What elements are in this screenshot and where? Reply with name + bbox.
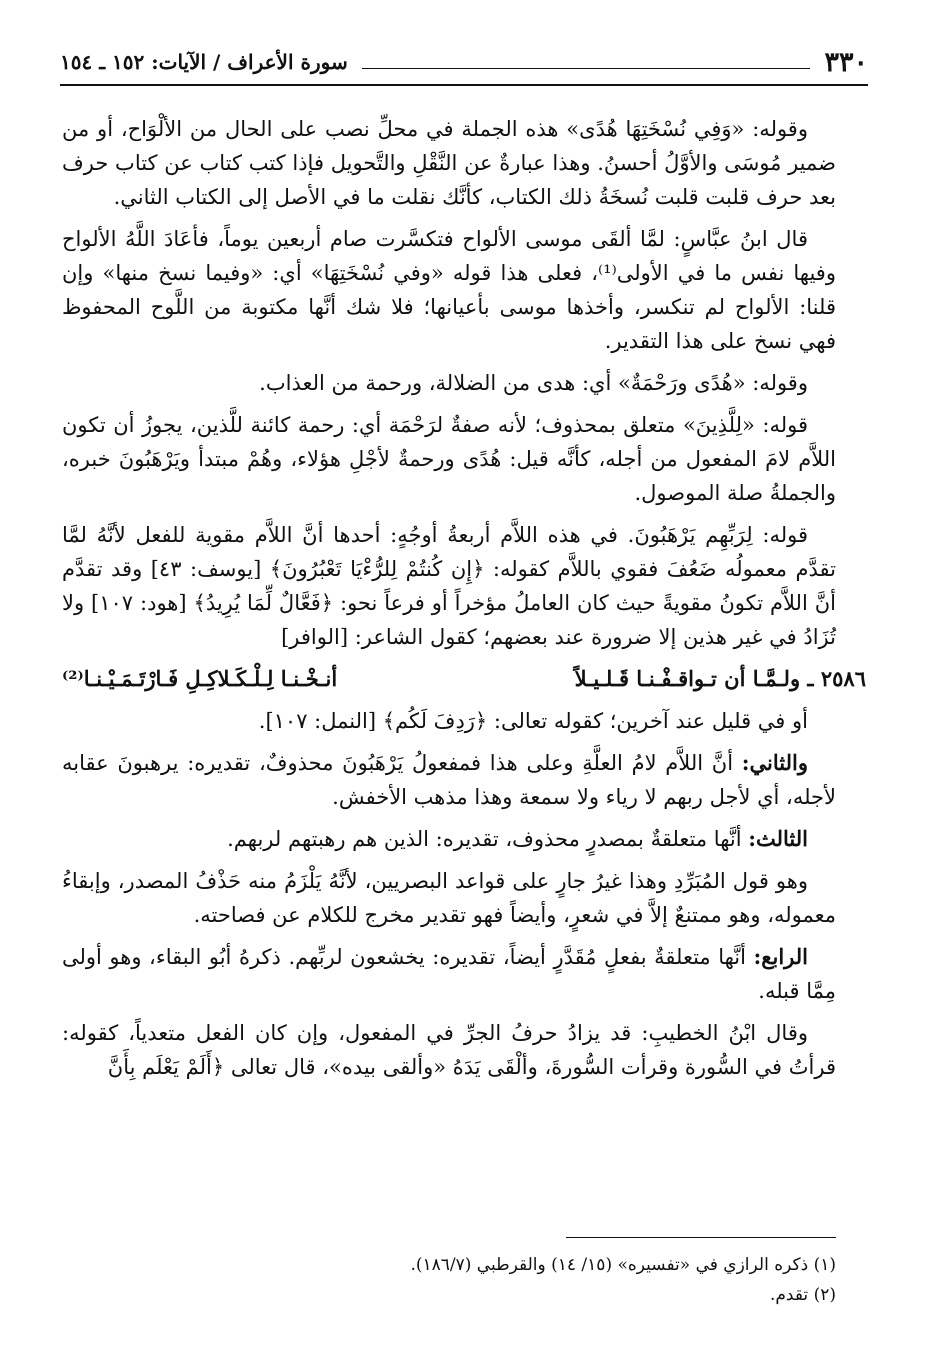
paragraph: قال ابنُ عبَّاسٍ: لمَّا ألقَى موسى الألواح فتكسَّرت صام أربعين يوماً، فأعَادَ اللَّهُ الألواح وفيها نفس ما في الأولى⁽¹⁾، فعلى هذا قوله «وفي نُسْخَتِهَا» أي: «وفيما نسخ منها» وإن قلنا: الألواح لم تنكسر، وأخذها موسى بأعيانها؛ فلا شك أنَّها مكتوبة من اللَّوح المحفوظ فهي نسخ على هذا التقدير.	[62, 227, 836, 353]
footnote: (١) ذكره الرازي في «تفسيره» (١٥/ ١٤) والقرطبي (١٨٦/٧).	[410, 1255, 836, 1275]
paragraph: وقال ابْنُ الخطيبِ: قد يزادُ حرفُ الجرِّ في المفعول، وإن كان الفعل متعدياً، كقوله: قرأتُ في السُّورة وقرأت السُّورةَ، وألْقَى يَدَهُ «وألقى بيده»، قال تعالى ﴿أَلَمْ يَعْلَم بِأَنَّ	[62, 1021, 836, 1079]
third-view-text: أنَّها متعلقةٌ بمصدرٍ محذوف، تقديره: الذين هم رهبتهم لربهم.	[227, 827, 742, 851]
running-title: سورة الأعراف / الآيات: ١٥٢ ـ ١٥٤	[60, 50, 348, 74]
paragraph: قوله: لِرَبِّهِم يَرْهَبُونَ. في هذه اللاَّم أربعةُ أوجُهٍ: أحدها أنَّ اللاَّم مقوية للفعل لأنَّهُ لمَّا تقدَّم معمولُه ضَعُفَ فقوي باللاَّم كقوله: ﴿إِن كُنتُمْ لِلرُّءْيَا تَعْبُرُونَ﴾ [يوسف: ٤٣] وقد تقدَّم أنَّ اللاَّم تكونُ مقويةً حيث كان العاملُ مؤخراً أو فرعاً نحو: ﴿فَعَّالٌ لِّمَا يُرِيدُ﴾ [هود: ١٠٧] ولا تُزَادُ في غير هذين إلا ضرورة عند بعضهم؛ كقول الشاعر: [الوافر]	[62, 523, 836, 649]
footnote-rule	[566, 1237, 836, 1238]
page-header	[60, 40, 868, 86]
poem-first-hemistich: ٢٥٨٦ ـ ولـمَّـا أن تـواقـفْـنـا قَـلـيـلاً	[574, 666, 866, 691]
poem-verse	[62, 662, 866, 696]
page-number: ٣٣٠	[824, 46, 868, 78]
paragraph-third-view	[62, 822, 836, 856]
footnotes	[62, 1250, 836, 1310]
second-view-text: أنَّ اللاَّم لامُ العلَّةِ وعلى هذا فمفعولُ يَرْهَبُونَ محذوفٌ، تقديره: يرهبونَ عقابه لأجله، أي لأجل ربهم لا رياء ولا سمعة وهذا مذهب الأخفش.	[62, 751, 836, 809]
paragraph-second-view	[62, 746, 836, 814]
fourth-view-lead: الرابع:	[753, 944, 808, 969]
second-view-lead: والثاني:	[741, 750, 808, 775]
third-view-lead: الثالث:	[748, 826, 808, 851]
footnote: (٢) تقدم.	[769, 1285, 836, 1305]
paragraph: قوله: «لِلَّذِينَ» متعلق بمحذوف؛ لأنه صفةٌ لرَحْمَة أي: رحمة كائنة للَّذين، يجوزُ أن تكون اللاَّم لامَ المفعول من أجله، كأنَّه قيل: هُدًى ورحمةٌ لأجْلِ هؤلاء، وهُمْ مبتدأ ويَرْهَبُونَ خبره، والجملةُ صلة الموصول.	[62, 413, 836, 505]
paragraph: وقوله: «وَفِي نُسْخَتِهَا هُدًى» هذه الجملة في محلِّ نصب على الحال من الألْوَاح، أو من ضمير مُوسَى والأوَّلُ أحسنُ. وهذا عبارةٌ عن النَّقْلِ والتَّحويل فإذا كتب كتاب عن كتاب حرف بعد حرف قلبت قلبت نُسخَةُ ذلك الكتاب، كأنَّك نقلت ما في الأصل إلى الكتاب الثاني.	[62, 117, 836, 209]
header-rule	[362, 68, 811, 69]
paragraph: أو في قليل عند آخرين؛ كقوله تعالى: ﴿رَدِفَ لَكُم﴾ [النمل: ١٠٧].	[258, 709, 808, 733]
fourth-view-text: أنَّها متعلقةٌ بفعلٍ مُقَدَّرٍ أيضاً، تقديره: يخشعون لربِّهم. ذكرهُ أبُو البقاء، وهو أولى مِمَّا قبله.	[62, 945, 836, 1003]
body-text	[62, 112, 866, 1092]
paragraph: وقوله: «هُدًى ورَحْمَةٌ» أي: هدى من الضلالة، ورحمة من العذاب.	[259, 371, 808, 395]
paragraph: وهو قول المُبَرِّدِ وهذا غيرُ جارٍ على قواعد البصريين، لأنَّهُ يَلْزَمُ منه حَذْفُ المصدر، وإبقاءُ معموله، وهو ممتنعٌ إلاَّ في شعرٍ، وأيضاً فهو تقدير مخرج للكلام عن فصاحته.	[62, 869, 836, 927]
poem-second-hemistich: أنـخْـنـا لِـلْـكَـلاكِـلِ فَـارْتَـمَـيْـنـا⁽²⁾	[62, 666, 338, 691]
paragraph-fourth-view	[62, 940, 836, 1008]
